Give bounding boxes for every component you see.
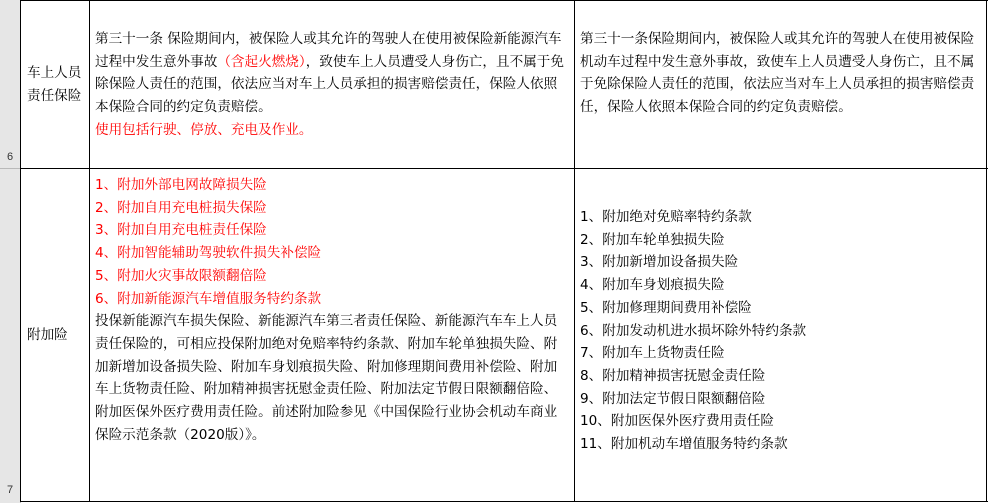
- grid-line-row-divider: [20, 168, 988, 169]
- grid-line-top: [20, 0, 988, 1]
- row7-red-item: 4、附加智能辅助驾驶软件损失补偿险: [95, 245, 322, 262]
- row7-old-item: 3、附加新增加设备损失险: [580, 254, 739, 271]
- row7-old-item: 8、附加精神损害抚慰金责任险: [580, 367, 766, 384]
- row6-new-red-inline: （含起火燃烧）: [217, 53, 306, 70]
- row7-red-item: 3、附加自用充电桩责任保险: [95, 222, 267, 239]
- row7-red-item: 6、附加新能源汽车增值服务特约条款: [95, 290, 322, 307]
- row7-old-item: 4、附加车身划痕损失险: [580, 277, 725, 294]
- row7-old-item: 5、附加修理期间费用补偿险: [580, 299, 752, 316]
- row7-old-item: 11、附加机动车增值服务特约条款: [580, 436, 788, 453]
- grid-line-bottom: [20, 501, 988, 502]
- row6-new-text-1: 第三十一条 保险期间内，被保险人或其允许的驾驶人在使用被保险新能源汽车过程中发生意外事故: [95, 31, 562, 70]
- row7-old-item: 6、附加发动机进水损坏除外特约条款: [580, 322, 807, 339]
- row7-old-item: 1、附加绝对免赔率特约条款: [580, 209, 752, 225]
- row7-old-item: 2、附加车轮单独损失险: [580, 231, 725, 248]
- row6-new-text-2: ，致使车上人员遭受人身伤亡，且不属于免除保险人责任的范围，依法应当对车上人员承担的损害赔偿责任，保险人依照本保险合同的约定负责赔偿。: [95, 53, 564, 116]
- cell-row7-new-addons[interactable]: [90, 174, 574, 446]
- row7-label-text: 附加险: [27, 326, 68, 343]
- row6-label-text: 车上人员责任保险: [27, 64, 82, 104]
- row7-old-item: 7、附加车上货物责任险: [580, 345, 725, 362]
- row-number-7[interactable]: 7: [7, 484, 14, 496]
- row7-red-item: 1、附加外部电网故障损失险: [95, 177, 267, 193]
- row7-red-item: 2、附加自用充电桩损失保险: [95, 199, 267, 216]
- row7-old-item: 9、附加法定节假日限额翻倍险: [580, 390, 766, 407]
- cell-row7-old-addons[interactable]: [575, 206, 986, 456]
- row7-old-item: 10、附加医保外医疗费用责任险: [580, 413, 775, 430]
- cell-row7-label[interactable]: [21, 169, 89, 501]
- cell-row6-label[interactable]: [21, 1, 89, 168]
- row-header-column: [0, 0, 21, 503]
- row-number-6[interactable]: 6: [7, 151, 14, 163]
- row6-new-red-note: 使用包括行驶、停放、充电及作业。: [95, 121, 313, 138]
- cell-row6-old-clause[interactable]: [575, 28, 986, 119]
- grid-line-col-d: [986, 0, 987, 502]
- row-header-divider: [0, 168, 20, 169]
- cell-row6-new-clause[interactable]: [90, 28, 574, 142]
- row7-new-paragraph: 投保新能源汽车损失保险、新能源汽车第三者责任保险、新能源汽车车上人员责任保险的，可相应投保附加绝对免赔率特约条款、附加车轮单独损失险、附加新增加设备损失险、附加车身划痕损失险、附加修理期间费用补偿险、附加车上货物责任险、附加精神损害抚慰金责任险、附加法定节假日限额翻倍险、附加医保外医疗费用责任险。前述附加险参见《中国保险行业协会机动车商业保险示范条款（2020版）》。: [95, 313, 558, 443]
- row6-old-text: 第三十一条保险期间内，被保险人或其允许的驾驶人在使用被保险机动车过程中发生意外事故，致使车上人员遭受人身伤亡，且不属于免除保险人责任的范围，依法应当对车上人员承担的损害赔偿责任，保险人依照本保险合同的约定负责赔偿。: [580, 31, 975, 116]
- row7-red-item: 5、附加火灾事故限额翻倍险: [95, 267, 267, 284]
